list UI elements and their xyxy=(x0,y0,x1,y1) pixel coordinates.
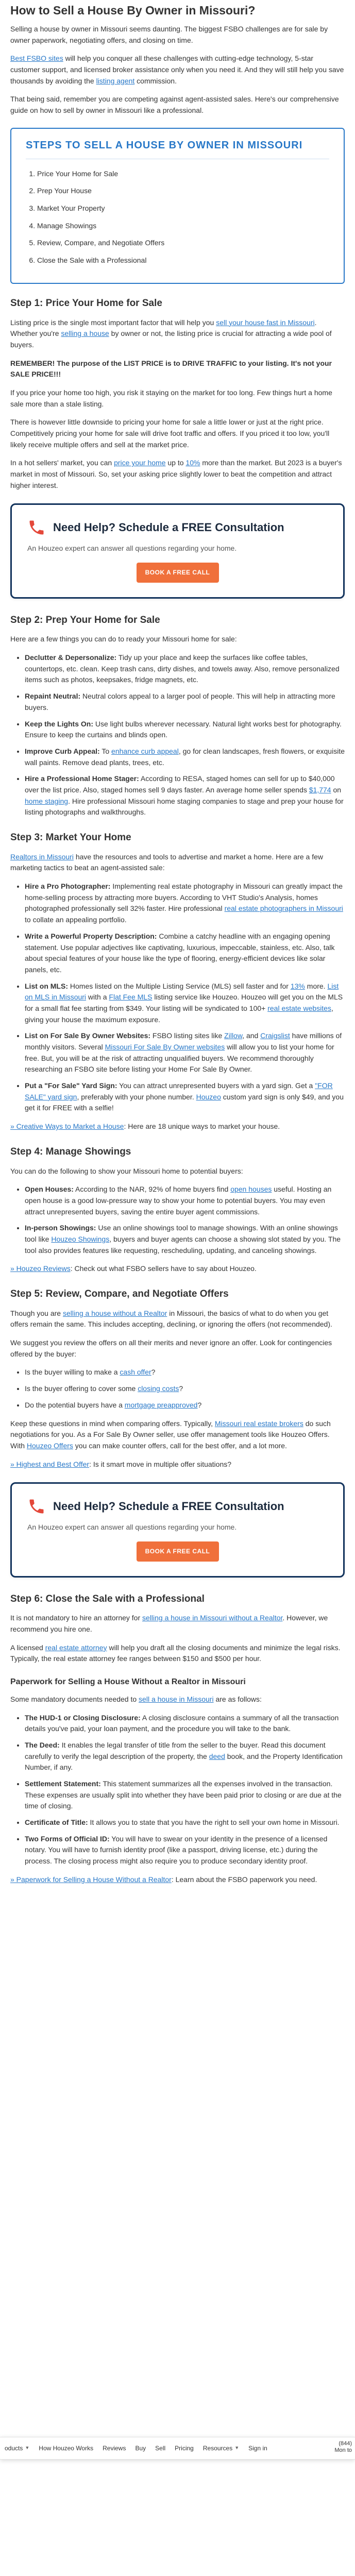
thirteen-percent-link[interactable]: 13% xyxy=(290,981,305,990)
craigslist-link[interactable]: Craigslist xyxy=(260,1031,290,1040)
list-item: • Improve Curb Appeal: To enhance curb appeal, go for clean landscapes, fresh flowers, or exquisite wall paints. Remove dead plants, trees, etc. xyxy=(25,746,345,768)
step1-paragraph-5: In a hot sellers' market, you can price your home up to 10% more than the market. But 2023 is a buyer's market in most of Missouri. So, set your asking price slightly lower to beat the competition and attract higher interest. xyxy=(10,459,342,489)
list-item: • Write a Powerful Property Description: Combine a catchy headline with an engaging opening statement. Use popular adjectives like captivating, luxurious, impeccable, stainless, etc. Also, talk about special features of your house like the type of flooring, energy-efficient devices like solar panels, etc. xyxy=(25,931,345,976)
list-item: • Certificate of Title: It allows you to state that you have the right to sell your own home in Missouri. xyxy=(25,1817,345,1828)
intro-paragraph-1: Selling a house by owner in Missouri seems daunting. The biggest FSBO challenges are for sale by owner paperwork, negotiating offers, and closing on time. xyxy=(10,24,328,44)
step4-list xyxy=(25,1184,345,1256)
price-your-home-link[interactable]: price your home xyxy=(114,459,166,467)
toc-item[interactable]: 6. Close the Sale with a Professional xyxy=(37,255,329,266)
realtors-missouri-link[interactable]: Realtors in Missouri xyxy=(10,852,74,861)
photographers-link[interactable]: real estate photographers in Missouri xyxy=(224,904,343,913)
selling-without-realtor-link[interactable]: selling a house in Missouri without a Realtor xyxy=(142,1614,283,1622)
creative-ways-link[interactable]: » Creative Ways to Market a House xyxy=(10,1122,124,1131)
sell-house-fast-link[interactable]: sell your house fast in Missouri xyxy=(216,318,315,327)
phone-contact[interactable]: (844) Mon to xyxy=(334,2441,352,2453)
step6-paragraph-2: A licensed real estate attorney will help you draft all the closing documents and minimize the legal risks. Typically, the real estate attorney fee ranges between $150 and $500 per hour. xyxy=(10,1643,341,1663)
list-item: • Open Houses: According to the NAR, 92% of home buyers find open houses useful. Hosting an open house is a good low-pressure way to show your home to potential buyers. You may even attract unrepresented buyers, saving the entire buyer agent commissions. xyxy=(25,1184,345,1217)
highest-best-offer-link[interactable]: » Highest and Best Offer xyxy=(10,1460,90,1468)
step5-list xyxy=(25,1367,345,1411)
cash-offer-link[interactable]: cash offer xyxy=(120,1368,151,1377)
step3-intro: Realtors in Missouri have the resources and tools to advertise and market a home. Here are a few marketing tactics to beat an agent-assisted sale: xyxy=(10,852,323,872)
curb-appeal-link[interactable]: enhance curb appeal xyxy=(111,747,179,755)
deed-link[interactable]: deed xyxy=(209,1752,225,1760)
houzeo-reviews-link[interactable]: » Houzeo Reviews xyxy=(10,1264,71,1273)
intro-paragraph-3: That being said, remember you are competing against agent-assisted sales. Here's our comprehensive guide on how to sell by owner in Missouri like a professional. xyxy=(10,95,339,115)
staging-cost-link[interactable]: $1,774 xyxy=(309,785,331,794)
chevron-down-icon: ▼ xyxy=(234,2445,240,2451)
nav-item-pricing[interactable]: Pricing xyxy=(175,2444,194,2452)
toc-item[interactable]: 2. Prep Your House xyxy=(37,185,329,197)
cta-title: Need Help? Schedule a FREE Consultation xyxy=(53,1500,284,1513)
step5-heading: Step 5: Review, Compare, and Negotiate Offers xyxy=(10,1289,229,1300)
cta-text: An Houzeo expert can answer all questions regarding your home. xyxy=(27,1523,237,1532)
mortgage-preapproved-link[interactable]: mortgage preapproved xyxy=(124,1400,198,1409)
listing-agent-link[interactable]: listing agent xyxy=(96,76,135,85)
list-item: • Is the buyer offering to cover some closing costs? xyxy=(25,1383,345,1395)
list-item: • List on MLS: Homes listed on the Multiple Listing Service (MLS) sell faster and for 13% more. List on MLS in Missouri with a Flat Fee MLS listing service like Houzeo. Houzeo will get you on the MLS for a small flat fee starting from $349. Your listing will be syndicated to 100+ real estate websites, giving your house the maximum exposure. xyxy=(25,981,345,1026)
nav-item-sell[interactable]: Sell xyxy=(155,2444,166,2452)
phone-icon xyxy=(27,518,46,537)
sell-house-missouri-link[interactable]: sell a house in Missouri xyxy=(139,1694,214,1703)
step1-paragraph-4: There is however little downside to pricing your home for sale a little lower or just at the right price. Competitively pricing your home for sale will drive foot traffic and offers. If you priced it too low, you'll likely receive multiple offers and sell at the market price. xyxy=(10,418,330,449)
best-fsbo-sites-link[interactable]: Best FSBO sites xyxy=(10,54,63,63)
list-item: • Put a "For Sale" Yard Sign: You can attract unrepresented buyers with a yard sign. Get a "FOR SALE" yard sign, preferably with your phone number. Houzeo custom yard sign is only $49, and you get it for FREE with a selfie! xyxy=(25,1080,345,1114)
step3-list xyxy=(25,881,345,1114)
yard-sign-link[interactable]: "FOR SALE" yard sign xyxy=(25,1081,333,1101)
step4-heading: Step 4: Manage Showings xyxy=(10,1146,131,1157)
step5-more: » Highest and Best Offer: Is it smart move in multiple offer situations? xyxy=(10,1460,232,1468)
nav-item-sign-in[interactable]: Sign in xyxy=(248,2444,267,2452)
step4-more: » Houzeo Reviews: Check out what FSBO sellers have to say about Houzeo. xyxy=(10,1264,257,1273)
step6-heading: Step 6: Close the Sale with a Professional xyxy=(10,1593,205,1604)
step6-list xyxy=(25,1713,345,1867)
ten-percent-link[interactable]: 10% xyxy=(185,459,200,467)
table-of-contents xyxy=(10,128,345,284)
step2-intro: Here are a few things you can do to ready your Missouri home for sale: xyxy=(10,635,237,643)
paperwork-link[interactable]: » Paperwork for Selling a House Without a Realtor xyxy=(10,1875,172,1884)
step6-paragraph-1: It is not mandatory to hire an attorney for selling a house in Missouri without a Realtor. However, we recommend you hire one. xyxy=(10,1614,328,1633)
without-realtor-link[interactable]: selling a house without a Realtor xyxy=(62,1309,167,1317)
flat-fee-mls-link[interactable]: Flat Fee MLS xyxy=(109,993,153,1002)
sticky-navbar xyxy=(0,2437,355,2460)
fsbo-websites-link[interactable]: Missouri For Sale By Owner websites xyxy=(105,1043,225,1052)
list-item: • The Deed: It enables the legal transfer of title from the seller to the buyer. Read this document carefully to verify the legal description of the property, the deed book, and the Property Identification Number, if any. xyxy=(25,1740,345,1773)
step6-more: » Paperwork for Selling a House Without a Realtor: Learn about the FSBO paperwork you need. xyxy=(10,1875,317,1884)
home-staging-link[interactable]: home staging xyxy=(25,796,69,805)
list-item: • The HUD-1 or Closing Disclosure: A closing disclosure contains a summary of all the transaction details you've paid, your loan payment, and the procedure you will take to the bank. xyxy=(25,1713,345,1735)
list-item: • Hire a Professional Home Stager: According to RESA, staged homes can sell for up to $40,000 over the list price. Also, staged homes sell 9 days faster. An average home seller spends $1,774 on home staging. Hire professional Missouri home staging companies to stage and prep your house for listing photographs and walkthroughs. xyxy=(25,773,345,818)
houzeo-showings-link[interactable]: Houzeo Showings xyxy=(51,1234,110,1243)
step4-intro: You can do the following to show your Missouri home to potential buyers: xyxy=(10,1166,243,1175)
step6-paragraph-3: Some mandatory documents needed to sell a house in Missouri are as follows: xyxy=(10,1694,262,1703)
list-item: • Keep the Lights On: Use light bulbs wherever necessary. Natural light works best for photography. Ensure to keep the curtains and blinds open. xyxy=(25,719,345,741)
step1-paragraph-1: Listing price is the single most important factor that will help you sell your house fast in Missouri. Whether you're selling a house by owner or not, the listing price is crucial for attracting a wide pool of buyers. xyxy=(10,318,332,349)
list-on-mls-link[interactable]: List on MLS in Missouri xyxy=(25,981,339,1002)
houzeo-link[interactable]: Houzeo xyxy=(196,1092,221,1101)
list-item: • Declutter & Depersonalize: Tidy up your place and keep the surfaces like coffee tables, countertops, etc. clean. Keep trash cans, dirty dishes, and towels away. Also, remove personalized items such as photos, keepsakes, fridge magnets, etc. xyxy=(25,652,345,686)
real-estate-websites-link[interactable]: real estate websites xyxy=(267,1004,331,1012)
step1-paragraph-3: If you price your home too high, you risk it staying on the market for too long. Few things hurt a home sale more than a stale listing. xyxy=(10,388,332,408)
toc-item[interactable]: 4. Manage Showings xyxy=(37,221,329,232)
consultation-cta xyxy=(10,1482,345,1577)
list-item: • Hire a Pro Photographer: Implementing real estate photography in Missouri can greatly impact the home-selling process by attracting more buyers. According to VHT Studio's Analysis, homes photographed professionally sell 32% faster. Hire professional real estate photographers in Missouri to collate an appealing portfolio. xyxy=(25,881,345,926)
nav-item-products[interactable]: oducts ▼ xyxy=(5,2444,30,2452)
toc-item[interactable]: 3. Market Your Property xyxy=(37,203,329,214)
cta-text: An Houzeo expert can answer all questions regarding your home. xyxy=(27,544,237,553)
intro-paragraph-2: Best FSBO sites will help you conquer all these challenges with cutting-edge technology, 5-star customer support, and licensed broker assistance only when you need it. And they will still help you save thousands by avoiding the listing agent commission. xyxy=(10,54,344,85)
list-item: • Two Forms of Official ID: You will have to swear on your identity in the presence of a licensed notary. You will have to furnish identity proof (like a passport, driving license, etc.) during the process. The closing process might also require you to produce secondary identity proof. xyxy=(25,1834,345,1867)
step1-heading: Step 1: Price Your Home for Sale xyxy=(10,297,162,309)
step2-list xyxy=(25,652,345,818)
houzeo-offers-link[interactable]: Houzeo Offers xyxy=(26,1441,73,1450)
cta-title: Need Help? Schedule a FREE Consultation xyxy=(53,521,284,534)
toc-title: STEPS TO SELL A HOUSE BY OWNER IN MISSOURI xyxy=(26,138,329,159)
step3-more: » Creative Ways to Market a House: Here are 18 unique ways to market your house. xyxy=(10,1122,280,1131)
zillow-link[interactable]: Zillow xyxy=(224,1031,243,1040)
paperwork-subheading: Paperwork for Selling a House Without a Realtor in Missouri xyxy=(10,1677,246,1687)
step5-paragraph-1: Though you are selling a house without a Realtor in Missouri, the basics of what to do when you get offers remain the same. This includes accepting, declining, or ignoring the offers (not recommended). xyxy=(10,1309,332,1329)
selling-a-house-link[interactable]: selling a house xyxy=(61,329,109,338)
nav-item-resources[interactable]: Resources ▼ xyxy=(202,2444,240,2452)
toc-list xyxy=(37,168,329,266)
step2-heading: Step 2: Prep Your Home for Sale xyxy=(10,614,160,625)
step5-paragraph-3: Keep these questions in mind when comparing offers. Typically, Missouri real estate brokers do such negotiations for you. As a For Sale By Owner seller, use offer management tools like Houzeo Offers. With Houzeo Offers you can make counter offers, call for the best offer, and a lot more. xyxy=(10,1419,331,1450)
nav-item-reviews[interactable]: Reviews xyxy=(103,2444,126,2452)
open-houses-link[interactable]: open houses xyxy=(230,1185,272,1194)
list-item: • Is the buyer willing to make a cash offer? xyxy=(25,1367,345,1378)
step5-paragraph-2: We suggest you review the offers on all their merits and never ignore an offer. Look for contingencies offered by the buyer: xyxy=(10,1338,332,1358)
nav-item-buy[interactable]: Buy xyxy=(135,2444,146,2452)
step1-remember: REMEMBER! The purpose of the LIST PRICE is to DRIVE TRAFFIC to your listing. It's not your SALE PRICE!!! xyxy=(10,359,332,379)
nav-item-how-it-works[interactable]: How Houzeo Works xyxy=(39,2444,94,2452)
closing-costs-link[interactable]: closing costs xyxy=(138,1384,179,1393)
list-item: • In-person Showings: Use an online showings tool to manage showings. With an online showings tool like Houzeo Showings, buyers and buyer agents can choose a showing slot stated by you. The tool also provides features like requesting, rescheduling, updating, and canceling showings. xyxy=(25,1223,345,1256)
list-item: • Settlement Statement: This statement summarizes all the expenses involved in the transaction. These expenses are usually split into whether they have been paid prior to closing or are due at the time of closing. xyxy=(25,1778,345,1812)
list-item: • Repaint Neutral: Neutral colors appeal to a larger pool of people. This will help in attracting more buyers. xyxy=(25,691,345,713)
list-item: • List on For Sale By Owner Websites: FSBO listing sites like Zillow, and Craigslist have millions of monthly visitors. Several Missouri For Sale By Owner websites will allow you to list your home for free. But, you will be at the risk of attracting unqualified buyers. We recommend thoroughly researching an FSBO site before listing your Home For Sale By Owner. xyxy=(25,1030,345,1075)
list-item: • Do the potential buyers have a mortgage preapproved? xyxy=(25,1400,345,1411)
step3-heading: Step 3: Market Your Home xyxy=(10,832,131,843)
book-free-call-button[interactable]: BOOK A FREE CALL xyxy=(137,1541,219,1562)
toc-item[interactable]: 1. Price Your Home for Sale xyxy=(37,168,329,180)
real-estate-attorney-link[interactable]: real estate attorney xyxy=(45,1643,107,1652)
brokers-link[interactable]: Missouri real estate brokers xyxy=(214,1419,303,1428)
book-free-call-button[interactable]: BOOK A FREE CALL xyxy=(137,563,219,583)
phone-icon xyxy=(27,1497,46,1516)
toc-item[interactable]: 5. Review, Compare, and Negotiate Offers xyxy=(37,238,329,249)
page-title: How to Sell a House By Owner in Missouri? xyxy=(10,4,256,17)
chevron-down-icon: ▼ xyxy=(25,2445,30,2451)
consultation-cta xyxy=(10,503,345,598)
